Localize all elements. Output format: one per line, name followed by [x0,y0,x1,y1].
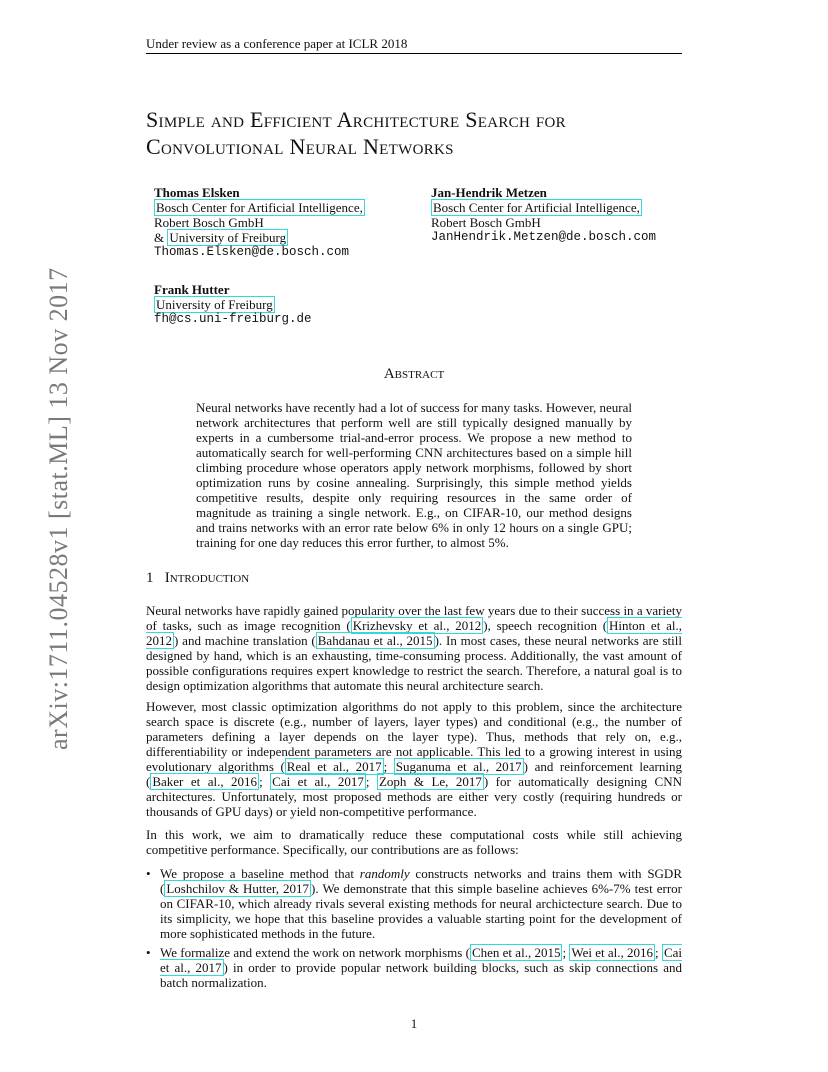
affiliation-prefix: & [154,230,168,245]
paper-title [146,106,706,160]
citation-link[interactable]: Zoph & Le, 2017 [378,774,482,789]
arxiv-stamp: arXiv:1711.04528v1 [stat.ML] 13 Nov 2017 [44,267,73,750]
citation-link[interactable]: Loshchilov & Hutter, 2017 [166,881,310,896]
citation-link[interactable]: Baker et al., 2016 [152,774,258,789]
citation-link[interactable]: Krizhevsky et al., 2012 [352,618,482,633]
author-email: Thomas.Elsken@de.bosch.com [154,245,350,259]
affiliation-link[interactable]: University of Freiburg [169,230,287,245]
author-name: Thomas Elsken [154,185,240,200]
contributions-list [146,866,682,994]
affiliation-link[interactable]: Bosch Center for Artificial Intelligence, [433,200,640,215]
paragraph-2: However, most classic optimization algorithms do not apply to this problem, since the architecture search space is discrete (e.g., number of layers, layer types) and conditional (e.g., the number of parameters defining a layer depends on the layer type). Thus, methods that rely on, e.g., differentiability or independent parameters are not applicable. This led to a growing interest in using evolutionary algorithms ( Real et al., 2017 ; Suganuma et al., 2017 ) and reinforcement learning ( Baker et al., 2016 ; Cai et al., 2017 ; Zoph & Le, 2017 ) for automatically designing CNN architectures. Unfortunately, most proposed methods are either very costly (requiring hundreds or thousands of GPU days) or yield non-competitive performance. [146,699,682,819]
affiliation: Robert Bosch GmbH [431,215,541,230]
citation-link[interactable]: Hinton et al., 2012 [146,618,682,648]
paragraph-3: In this work, we aim to dramatically reduce these computational costs while still achieving competitive performance. Specifically, our contributions are as follows: [146,827,682,857]
citation-link[interactable]: Bahdanau et al., 2015 [317,633,433,648]
section-heading [146,570,249,587]
affiliation-link[interactable]: University of Freiburg [156,297,273,312]
author-name: Jan-Hendrik Metzen [431,185,547,200]
affiliation: Robert Bosch GmbH [154,215,264,230]
title-line-1: Simple and Efficient Architecture Search for [146,107,566,132]
abstract-heading: Abstract [383,366,445,382]
list-item: • We propose a baseline method that randomly constructs networks and trains them with SGDR ( Loshchilov & Hutter, 2017 ). We demonstrate that this simple baseline achieves 6%-7% test error on CIFAR-10, which already rivals several existing methods for neural archictecture search. Due to its simplicity, we hope that this baseline provides a valuable starting point for the development of more sophisticated methods in the future. [146,866,682,941]
citation-link[interactable]: Cai et al., 2017 [272,774,364,789]
section-number: 1 [146,570,154,586]
author-name: Frank Hutter [154,282,230,297]
abstract-text: Neural networks have recently had a lot of success for many tasks. However, neural network architectures that perform well are still typically designed manually by experts in a cumbersome trial-and-error process. We propose a new method to automatically search for well-performing CNN architectures based on a simple hill climbing procedure whose operators apply network morphisms, followed by short optimization runs by cosine annealing. Surprisingly, this simple method yields competitive results, despite only requiring resources in the same order of magnitude as training a single network. E.g., on CIFAR-10, our method designs and trains networks with an error rate below 6% in only 12 hours on a single GPU; training for one day reduces this error further, to almost 5%. [196,400,632,550]
author-block-2 [431,185,656,245]
author-email: fh@cs.uni-freiburg.de [154,312,312,326]
title-line-2: Convolutional Neural Networks [146,134,454,159]
author-email: JanHendrik.Metzen@de.bosch.com [431,230,657,244]
list-item: • We formalize and extend the work on network morphisms ( Chen et al., 2015 ; Wei et al., 2016 ; Cai et al., 2017 ) in order to provide popular network building blocks, such as skip connections and batch normalization. [146,945,682,990]
page-number: 1 [410,1016,418,1031]
running-head: Under review as a conference paper at ICLR 2018 [146,36,408,51]
section-title: Introduction [164,570,250,586]
citation-link[interactable]: Real et al., 2017 [286,759,382,774]
paragraph-1: Neural networks have rapidly gained popularity over the last few years due to their success in a variety of tasks, such as image recognition ( Krizhevsky et al., 2012 ), speech recognition ( Hinton et al., 2012 ) and machine translation ( Bahdanau et al., 2015 ). In most cases, these neural networks are still designed by hand, which is an exhausting, time-consuming process. Additionally, the vast amount of possible configurations requires expert knowledge to restrict the search. Therefore, a natural goal is to design optimization algorithms that automate this neural architecture search. [146,603,682,693]
author-block-3 [154,282,312,327]
citation-link[interactable]: Cai et al., 2017 [160,945,682,975]
affiliation-link[interactable]: Bosch Center for Artificial Intelligence, [156,200,363,215]
citation-link[interactable]: Suganuma et al., 2017 [395,759,522,774]
citation-link[interactable]: Chen et al., 2015 [471,945,561,960]
header-rule [146,53,682,54]
author-block-1 [154,185,365,260]
citation-link[interactable]: Wei et al., 2016 [571,945,654,960]
